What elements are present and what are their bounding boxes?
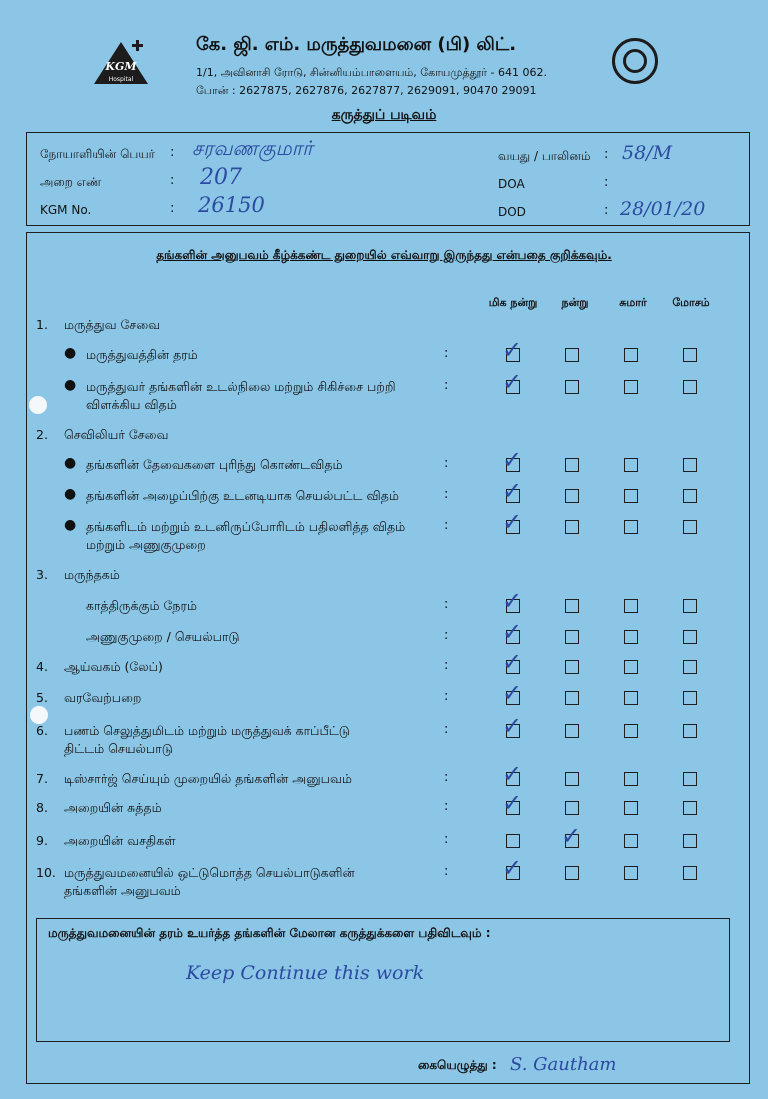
check-mark-icon: ✓ [502, 760, 523, 788]
dod-value[interactable]: 28/01/20 [620, 198, 706, 220]
rating-checkbox-average[interactable] [624, 458, 638, 472]
rating-checkbox-poor[interactable] [683, 866, 697, 880]
punch-hole [29, 396, 47, 414]
room-value[interactable]: 207 [200, 165, 242, 190]
column-poor: மோசம் [672, 296, 710, 309]
bullet-icon: ● [64, 486, 77, 502]
rating-checkbox-average[interactable] [624, 630, 638, 644]
rating-checkbox-average[interactable] [624, 520, 638, 534]
rating-checkbox-good[interactable] [565, 630, 579, 644]
rating-checkbox-poor[interactable] [683, 458, 697, 472]
colon: : [444, 799, 449, 814]
accreditation-seal [612, 38, 658, 84]
rating-checkbox-average[interactable] [624, 660, 638, 674]
colon: : [444, 597, 449, 612]
kgm-number-label: KGM No. [40, 203, 92, 217]
question-number: 10. [36, 865, 56, 880]
colon: : [444, 346, 449, 361]
rating-checkbox-good[interactable] [565, 660, 579, 674]
colon: : [444, 832, 449, 847]
question-text: டிஸ்சார்ஜ் செய்யும் முறையில் தங்களின் அனுபவம் [64, 771, 352, 786]
question-number: 8. [36, 800, 48, 815]
rating-checkbox-average[interactable] [624, 801, 638, 815]
colon: : [444, 518, 449, 533]
section-heading: மருத்துவ சேவை [64, 317, 161, 332]
question-text: அறையின் சுத்தம் [64, 800, 162, 815]
check-mark-icon: ✓ [502, 336, 523, 364]
question-text-continued: தங்களின் அனுபவம் [64, 883, 181, 898]
hospital-address: 1/1, அவினாசி ரோடு, சின்னியம்பாளையம், கோயமுத்தூர் - 641 062. [196, 66, 547, 79]
question-text: வரவேற்பறை [64, 690, 142, 705]
colon: : [444, 689, 449, 704]
hospital-name: கே. ஜி. எம். மருத்துவமனை (பி) லிட். [196, 34, 517, 55]
signature-label: கையெழுத்து : [418, 1058, 497, 1072]
rating-checkbox-average[interactable] [624, 380, 638, 394]
hospital-logo [92, 40, 150, 86]
bullet-icon: ● [64, 517, 77, 533]
colon: : [170, 201, 175, 216]
colon: : [444, 722, 449, 737]
section-heading: மருந்தகம் [64, 567, 120, 582]
form-title: கருத்துப் படிவம் [331, 107, 437, 123]
rating-checkbox-poor[interactable] [683, 630, 697, 644]
rating-checkbox-good[interactable] [565, 724, 579, 738]
colon: : [444, 378, 449, 393]
question-number: 9. [36, 833, 48, 848]
patient-name-label: நோயாளியின் பெயர் [40, 147, 155, 161]
rating-checkbox-good[interactable] [565, 866, 579, 880]
question-text: ஆய்வகம் (லேப்) [64, 659, 163, 674]
rating-checkbox-average[interactable] [624, 772, 638, 786]
hospital-phones: போன் : 2627875, 2627876, 2627877, 2629091, 90470 29091 [196, 84, 537, 97]
rating-checkbox-good[interactable] [565, 599, 579, 613]
question-text: மருத்துவத்தின் தரம் [86, 347, 198, 362]
question-text: பணம் செலுத்துமிடம் மற்றும் மருத்துவக் காப்பீட்டு [64, 723, 350, 738]
rating-checkbox-average[interactable] [624, 348, 638, 362]
rating-checkbox-poor[interactable] [683, 489, 697, 503]
question-text: தங்களின் அழைப்பிற்கு உடனடியாக செயல்பட்ட விதம் [86, 488, 399, 503]
rating-checkbox-poor[interactable] [683, 348, 697, 362]
colon: : [604, 147, 609, 162]
bullet-icon: ● [64, 377, 77, 393]
bullet-icon: ● [64, 345, 77, 361]
question-text: அறையின் வசதிகள் [64, 833, 176, 848]
rating-checkbox-average[interactable] [624, 691, 638, 705]
rating-checkbox-good[interactable] [565, 458, 579, 472]
patient-name-value[interactable]: சரவணகுமார் [192, 136, 313, 160]
rating-checkbox-average[interactable] [624, 489, 638, 503]
punch-hole [30, 706, 48, 724]
rating-checkbox-poor[interactable] [683, 772, 697, 786]
question-number: 2. [36, 427, 48, 442]
column-average: சுமார் [619, 296, 647, 309]
rating-checkbox-good[interactable] [565, 772, 579, 786]
colon: : [444, 456, 449, 471]
question-text-continued: திட்டம் செயல்பாடு [64, 741, 173, 756]
logo-sub: Hospital [108, 76, 134, 83]
logo-text: KGM [105, 60, 137, 73]
rating-checkbox-poor[interactable] [683, 691, 697, 705]
colon: : [170, 145, 175, 160]
check-mark-icon: ✓ [502, 587, 523, 615]
question-number: 1. [36, 317, 48, 332]
rating-checkbox-good[interactable] [565, 380, 579, 394]
check-mark-icon: ✓ [502, 854, 523, 882]
colon: : [604, 203, 609, 218]
column-good: நன்று [561, 296, 589, 309]
rating-checkbox-good[interactable] [565, 691, 579, 705]
rating-checkbox-average[interactable] [624, 724, 638, 738]
rating-checkbox-poor[interactable] [683, 520, 697, 534]
check-mark-icon: ✓ [502, 368, 523, 396]
kgm-number-value[interactable]: 26150 [198, 193, 265, 217]
check-mark-icon: ✓ [502, 508, 523, 536]
check-mark-icon: ✓ [502, 446, 523, 474]
rating-checkbox-excellent[interactable] [506, 834, 520, 848]
colon: : [444, 658, 449, 673]
question-number: 3. [36, 567, 48, 582]
question-text: தங்களிடம் மற்றும் உடனிருப்போரிடம் பதிலளித்த விதம் [86, 519, 406, 534]
rating-checkbox-average[interactable] [624, 834, 638, 848]
room-label: அறை எண் [40, 175, 102, 189]
age-gender-value[interactable]: 58/M [622, 142, 673, 164]
rating-checkbox-good[interactable] [565, 348, 579, 362]
question-text-continued: விளக்கிய விதம் [86, 397, 177, 412]
question-text: காத்திருக்கும் நேரம் [86, 598, 197, 613]
question-text: மருத்துவர் தங்களின் உடல்நிலை மற்றும் சிகிச்சை பற்றி [86, 379, 396, 394]
rating-checkbox-poor[interactable] [683, 724, 697, 738]
bullet-icon: ● [64, 455, 77, 471]
question-text: மருத்துவமனையில் ஒட்டுமொத்த செயல்பாடுகளின் [64, 865, 355, 880]
question-text: தங்களின் தேவைகளை புரிந்து கொண்டவிதம் [86, 457, 343, 472]
check-mark-icon: ✓ [502, 648, 523, 676]
check-mark-icon: ✓ [502, 712, 523, 740]
instruction-text: தங்களின் அனுபவம் கீழ்க்கண்ட துறையில் எவ்வாறு இருந்தது என்பதை குறிக்கவும். [156, 248, 612, 262]
rating-checkbox-good[interactable] [565, 801, 579, 815]
question-text-continued: மற்றும் அணுகுமுறை [86, 537, 206, 552]
question-number: 5. [36, 690, 48, 705]
column-excellent: மிக நன்று [488, 296, 538, 309]
question-text: அணுகுமுறை / செயல்பாடு [86, 629, 240, 644]
colon: : [604, 175, 609, 190]
rating-checkbox-poor[interactable] [683, 380, 697, 394]
signature-value[interactable]: S. Gautham [510, 1054, 617, 1075]
question-number: 7. [36, 771, 48, 786]
colon: : [444, 487, 449, 502]
colon: : [444, 864, 449, 879]
comment-value[interactable]: Keep Continue this work [186, 962, 425, 984]
rating-checkbox-average[interactable] [624, 866, 638, 880]
age-gender-label: வயது / பாலினம் [498, 149, 591, 163]
doa-label: DOA [498, 177, 525, 191]
rating-checkbox-good[interactable] [565, 489, 579, 503]
comment-label: மருத்துவமனையின் தரம் உயர்த்த தங்களின் மேலான கருத்துக்களை பதிவிடவும் : [48, 926, 491, 940]
check-mark-icon: ✓ [502, 679, 523, 707]
check-mark-icon: ✓ [502, 477, 523, 505]
rating-checkbox-good[interactable] [565, 520, 579, 534]
rating-checkbox-poor[interactable] [683, 599, 697, 613]
check-mark-icon: ✓ [561, 822, 582, 850]
section-heading: செவிலியர் சேவை [64, 427, 169, 442]
question-number: 4. [36, 659, 48, 674]
colon: : [444, 628, 449, 643]
question-number: 6. [36, 723, 48, 738]
rating-checkbox-poor[interactable] [683, 660, 697, 674]
check-mark-icon: ✓ [502, 789, 523, 817]
colon: : [444, 770, 449, 785]
rating-checkbox-poor[interactable] [683, 834, 697, 848]
rating-checkbox-average[interactable] [624, 599, 638, 613]
rating-checkbox-poor[interactable] [683, 801, 697, 815]
check-mark-icon: ✓ [502, 618, 523, 646]
colon: : [170, 173, 175, 188]
dod-label: DOD [498, 205, 526, 219]
